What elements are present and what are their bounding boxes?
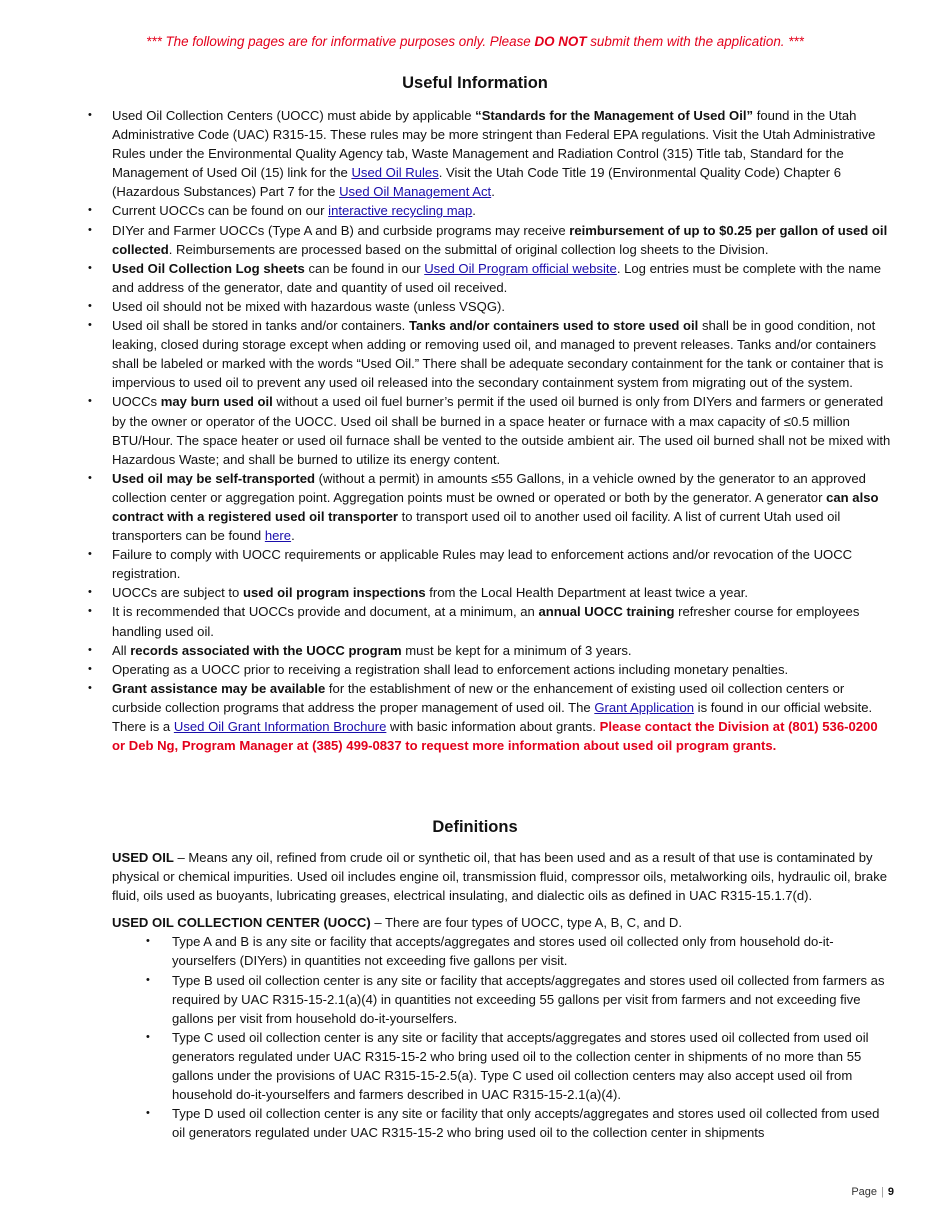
interactive-recycling-map-link[interactable]: interactive recycling map [328,203,473,219]
bullet-icon: • [88,662,92,675]
list-item: • Used oil should not be mixed with hazardous waste (unless VSQG). [88,297,893,316]
used-oil-definition: USED OIL – Means any oil, refined from crude oil or synthetic oil, that has been used and as a result of that use is contaminated by physical or chemical impurities. Used oil includes engine oil, transmission fluid, compressor oils, metalworking oils, hydraulic oil, brake fluid, oils used as buoyants, lubricating greases, electrical insulating, and dialectic oils as defined in UAC R315-15.1.7(d). [112,850,888,904]
useful-information-list [88,106,893,755]
used-oil-management-act-link[interactable]: Used Oil Management Act [339,184,492,200]
informative-notice [0,34,950,49]
used-oil-rules-link[interactable]: Used Oil Rules [351,165,439,181]
definitions-section [112,848,894,1142]
list-item: • Failure to comply with UOCC requirements or applicable Rules may lead to enforcement actions and/or revocation of the UOCC registration. [88,547,853,582]
page-label: Page [851,1186,878,1198]
uocc-definition: USED OIL COLLECTION CENTER (UOCC) – There are four types of UOCC, type A, B, C, and D. [112,915,682,931]
page-footer [851,1186,894,1198]
list-item: • Used Oil Collection Log sheets can be found in our Used Oil Program official website. Log entries must be complete with the name and address of the generator, date and quantity of used oil received. [88,260,882,295]
bullet-icon: • [88,319,92,332]
definition-term: USED OIL [112,850,174,865]
bullet-icon: • [146,1030,150,1043]
grant-contact-notice: Please contact the Division at (801) 536-0200 or Deb Ng, Program Manager at (385) 499-0837 to request more information about used oil program grants. [112,719,878,754]
list-item: • It is recommended that UOCCs provide and document, at a minimum, an annual UOCC training refresher course for employees handling used oil. [88,604,860,639]
page-number: 9 [887,1186,894,1198]
list-item: • UOCCs may burn used oil without a used oil fuel burner’s permit if the used oil burned is only from DIYers and farmers or generated by the owner or operator of the UOCC. Used oil shall be burned in a space heater or furnace with a max capacity of ≤0.5 million BTU/Hour. The space heater or used oil furnace shall be vented to the outside ambient air. The used oil burned shall not be mixed with Hazardous Waste; and shall be burned to utilize its energy content. [88,394,891,467]
bullet-icon: • [88,548,92,561]
useful-information-heading: Useful Information [402,74,548,92]
notice-emphasis: DO NOT [534,34,587,49]
list-item: • Used Oil Collection Centers (UOCC) must abide by applicable “Standards for the Management of Used Oil” found in the Utah Administrative Code (UAC) R315-15. These rules may be more stringent than Federal EPA regulations. Visit the Utah Administrative Rules under the Environmental Quality Agency tab, Waste Management and Radiation Control (315) Title tab, Standard for the Management of Used Oil (15) link for the Used Oil Rules. Visit the Utah Code Title 19 (Environmental Quality Code) Chapter 6 (Hazardous Substances) Part 7 for the Used Oil Management Act. [88,108,876,200]
transporters-list-link[interactable]: here [264,528,292,544]
bullet-icon: • [88,204,92,217]
list-item: • All records associated with the UOCC program must be kept for a minimum of 3 years. [88,641,893,660]
list-item: • Type A and B is any site or facility that accepts/aggregates and stores used oil collected only from household do-it-yourselfers (DIYers) in quantities not exceeding five gallons per visit. [146,934,834,969]
uocc-types-list [146,932,894,1142]
footer-separator: | [881,1186,884,1198]
list-item: • Current UOCCs can be found on our interactive recycling map. [88,201,893,220]
used-oil-program-website-link[interactable]: Used Oil Program official website [424,260,617,276]
bullet-icon: • [88,586,92,599]
list-item: • Used oil may be self-transported (without a permit) in amounts ≤55 Gallons, in a vehicle owned by the generator to an approved collection center or aggregation point. Aggregation points must be owned or operated or both by the generator. A generator can also contract with a registered used oil transporter to transport used oil to another used oil facility. A list of current Utah used oil transporters can be found here. [88,470,879,544]
list-item: • Operating as a UOCC prior to receiving a registration shall lead to enforcement actions including monetary penalties. [88,660,893,679]
list-item: • Type B used oil collection center is any site or facility that accepts/aggregates and stores used oil collected from farmers as required by UAC R315-15-2.1(a)(4) in quantities not exceeding 55 gallons per visit from farmers and not exceeding five gallons per visit from household do-it-yourselfers. [146,972,885,1026]
list-item: • Grant assistance may be available for the establishment of new or the enhancement of existing used oil collection centers or curbside collection programs that address the proper management of used oil. The Grant Application is found in our official website. There is a Used Oil Grant Information Brochure with basic information about grants. Please contact the Division at (801) 536-0200 or Deb Ng, Program Manager at (385) 499-0837 to request more information about used oil program grants. [88,680,878,754]
bullet-icon: • [88,299,92,312]
bullet-icon: • [88,223,92,236]
bullet-icon: • [88,681,92,694]
grant-application-link[interactable]: Grant Application [594,699,695,715]
bullet-icon: • [88,605,92,618]
list-item: • DIYer and Farmer UOCCs (Type A and B) and curbside programs may receive reimbursement of up to $0.25 per gallon of used oil collected. Reimbursements are processed based on the submittal of original collection log sheets to the Division. [88,222,888,257]
grant-brochure-link[interactable]: Used Oil Grant Information Brochure [173,719,387,734]
definitions-heading: Definitions [432,818,518,836]
bullet-icon: • [88,471,92,484]
bullet-icon: • [146,1107,150,1120]
list-item: • Used oil shall be stored in tanks and/or containers. Tanks and/or containers used to store used oil shall be in good condition, not leaking, closed during storage except when adding or removing used oil, and managed to prevent releases. Tanks and/or containers shall be labeled or marked with the words “Used Oil.” There shall be adequate secondary containment for the tank or container that is impervious to used oil to prevent any used oil released into the secondary containment system from migrating out of the system. [88,318,884,391]
notice-text-start: *** The following pages are for informative purposes only. Please [146,34,535,49]
bullet-icon: • [88,643,92,656]
list-item: • Type C used oil collection center is any site or facility that accepts/aggregates and stores used oil collected from used oil generators regulated under UAC R315-15-2 who bring used oil to the collection center in shipments of no more than 55 gallons under the provisions of UAC R315-15-2.5(a). Type C used oil collection centers may also accept used oil from household do-it-yourselfers and farmers described in UAC R315-15-2.1(a)(4). [146,1029,869,1103]
bullet-icon: • [146,973,150,986]
bullet-icon: • [146,935,150,948]
definition-term: USED OIL COLLECTION CENTER (UOCC) [112,915,371,931]
list-item: • Type D used oil collection center is any site or facility that only accepts/aggregates and stores used oil collected from used oil generators regulated under UAC R315-15-2 who bring used oil to the collection center in shipments [146,1106,880,1141]
bullet-icon: • [88,109,92,121]
bullet-icon: • [88,261,92,274]
bullet-icon: • [88,395,92,408]
notice-text-end: submit them with the application. *** [586,34,804,49]
list-item: • UOCCs are subject to used oil program inspections from the Local Health Department at least twice a year. [88,583,893,602]
